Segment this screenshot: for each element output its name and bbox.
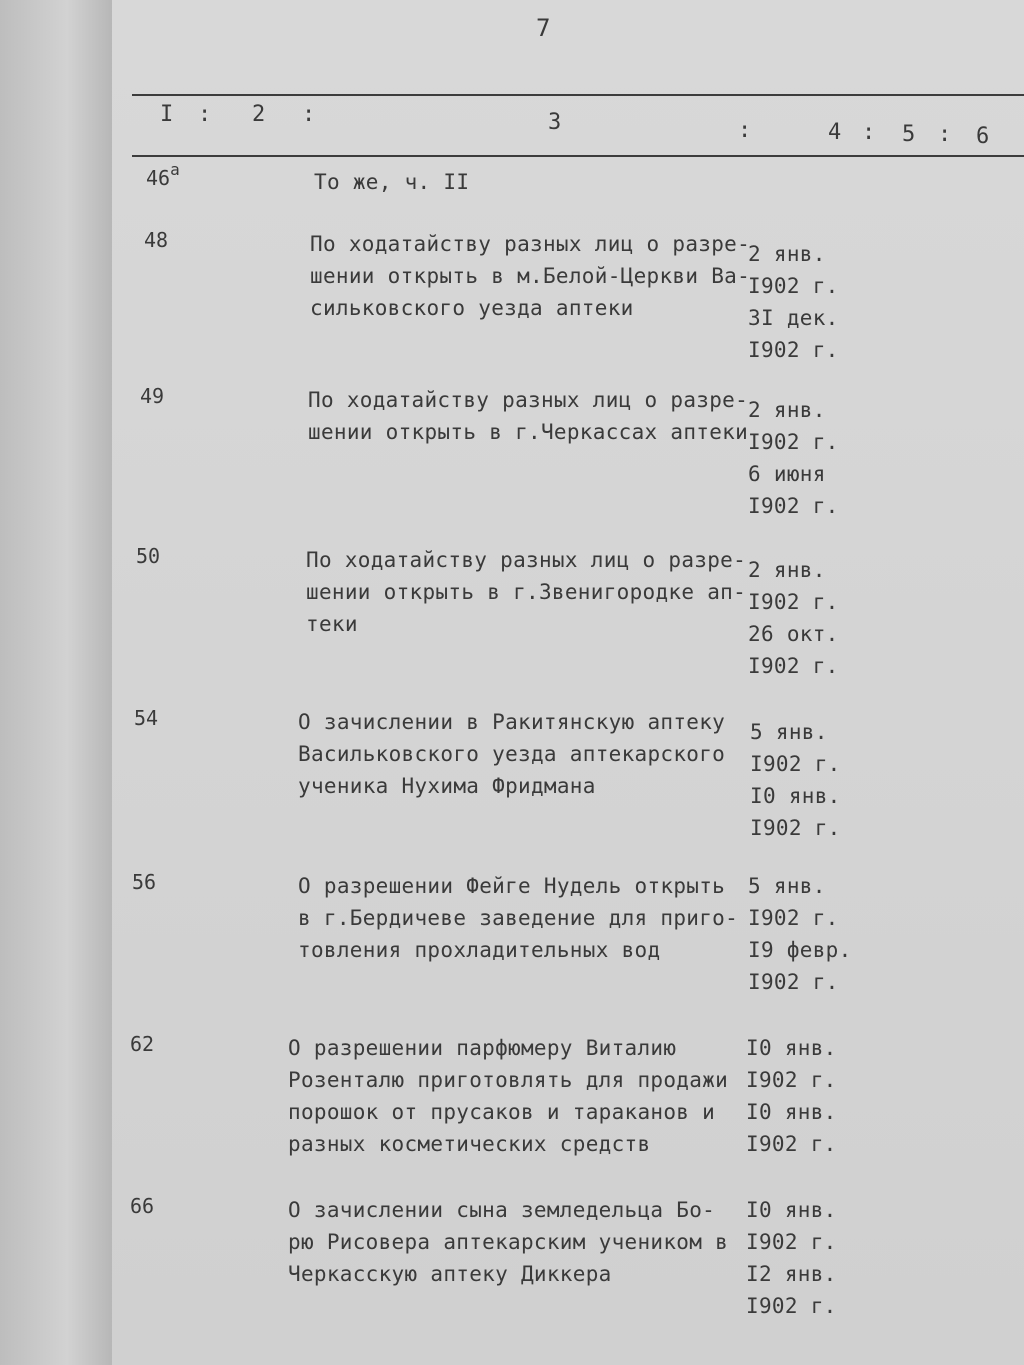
column-separator: :: [862, 120, 876, 145]
description-line: То же, ч. II: [314, 170, 470, 194]
date-line: I902 г.: [750, 752, 841, 776]
entry-description: [298, 706, 748, 802]
entry-dates: [746, 1032, 837, 1160]
date-line: I902 г.: [748, 494, 839, 518]
date-line: I902 г.: [750, 816, 841, 840]
description-line: О зачислении в Ракитянскую аптеку: [298, 710, 726, 734]
description-line: Черкасскую аптеку Диккера: [288, 1262, 612, 1286]
date-line: I902 г.: [746, 1230, 837, 1254]
date-line: I902 г.: [748, 338, 839, 362]
description-line: Васильковского уезда аптекарского: [298, 742, 726, 766]
entry-number: 54: [134, 706, 159, 730]
date-line: 2 янв.: [748, 242, 826, 266]
description-line: Розенталю приготовлять для продажи: [288, 1068, 729, 1092]
column-separator: :: [738, 118, 752, 143]
date-line: I902 г.: [748, 654, 839, 678]
description-line: По ходатайству разных лиц о разре-: [308, 388, 749, 412]
date-line: 5 янв.: [748, 874, 826, 898]
column-header-2: 2: [252, 102, 266, 127]
date-line: I9 февр.: [748, 938, 852, 962]
entry-number: 66: [130, 1194, 155, 1218]
description-line: сильковского уезда аптеки: [310, 296, 634, 320]
entry-number: 48: [144, 228, 169, 252]
date-line: I902 г.: [746, 1294, 837, 1318]
date-line: I0 янв.: [746, 1198, 837, 1222]
description-line: разных косметических средств: [288, 1132, 651, 1156]
column-header-1: I: [160, 102, 174, 127]
date-line: I902 г.: [746, 1068, 837, 1092]
document-page: [112, 0, 1024, 1365]
date-line: 2 янв.: [748, 558, 826, 582]
date-line: I0 янв.: [746, 1036, 837, 1060]
page-number: 7: [536, 14, 551, 42]
description-line: шении открыть в м.Белой-Церкви Ва-: [310, 264, 751, 288]
date-line: I0 янв.: [750, 784, 841, 808]
date-line: 5 янв.: [750, 720, 828, 744]
date-line: 3I дек.: [748, 306, 839, 330]
entry-number: [146, 160, 180, 190]
entry-dates: [748, 870, 852, 998]
entry-dates: [748, 238, 839, 366]
date-line: I902 г.: [748, 906, 839, 930]
description-line: теки: [306, 612, 358, 636]
date-line: I902 г.: [746, 1132, 837, 1156]
entry-dates: [748, 554, 839, 682]
description-line: в г.Бердичеве заведение для приго-: [298, 906, 739, 930]
date-line: 6 июня: [748, 462, 826, 486]
entry-dates: [750, 716, 841, 844]
date-line: I0 янв.: [746, 1100, 837, 1124]
entry-description: [306, 544, 756, 640]
date-line: I902 г.: [748, 970, 839, 994]
description-line: ученика Нухима Фридмана: [298, 774, 596, 798]
entry-number: 50: [136, 544, 161, 568]
column-header-6: 6: [976, 124, 990, 149]
header-bottom-rule: [132, 155, 1024, 157]
description-line: шении открыть в г.Черкассах аптеки: [308, 420, 749, 444]
description-line: рю Рисовера аптекарским учеником в: [288, 1230, 729, 1254]
description-line: шении открыть в г.Звенигородке ап-: [306, 580, 747, 604]
description-line: порошок от прусаков и тараканов и: [288, 1100, 716, 1124]
entry-number: 49: [140, 384, 165, 408]
column-separator: :: [198, 102, 212, 127]
column-header-4: 4: [828, 120, 842, 145]
entry-description: [288, 1032, 738, 1160]
description-line: О разрешении Фейге Нудель открыть: [298, 874, 726, 898]
entry-description: [288, 1194, 738, 1290]
description-line: О зачислении сына земледельца Бо-: [288, 1198, 716, 1222]
date-line: I2 янв.: [746, 1262, 837, 1286]
date-line: I902 г.: [748, 274, 839, 298]
date-line: I902 г.: [748, 590, 839, 614]
description-line: О разрешении парфюмеру Виталию: [288, 1036, 677, 1060]
entry-description: [298, 870, 748, 966]
column-separator: :: [938, 122, 952, 147]
column-header-5: 5: [902, 122, 916, 147]
date-line: 26 окт.: [748, 622, 839, 646]
header-top-rule: [132, 94, 1024, 96]
entry-dates: [748, 394, 839, 522]
entry-dates: [746, 1194, 837, 1322]
entry-number: 62: [130, 1032, 155, 1056]
column-separator: :: [302, 102, 316, 127]
date-line: 2 янв.: [748, 398, 826, 422]
previous-page-edge: [0, 0, 114, 1365]
entry-description: [314, 166, 764, 198]
entry-number-superscript: а: [170, 160, 180, 179]
description-line: По ходатайству разных лиц о разре-: [310, 232, 751, 256]
description-line: По ходатайству разных лиц о разре-: [306, 548, 747, 572]
entry-description: [308, 384, 758, 448]
description-line: товления прохладительных вод: [298, 938, 661, 962]
entry-description: [310, 228, 760, 324]
entry-number: 56: [132, 870, 157, 894]
entry-number-value: 46: [146, 166, 171, 190]
column-header-3: 3: [548, 110, 562, 135]
date-line: I902 г.: [748, 430, 839, 454]
